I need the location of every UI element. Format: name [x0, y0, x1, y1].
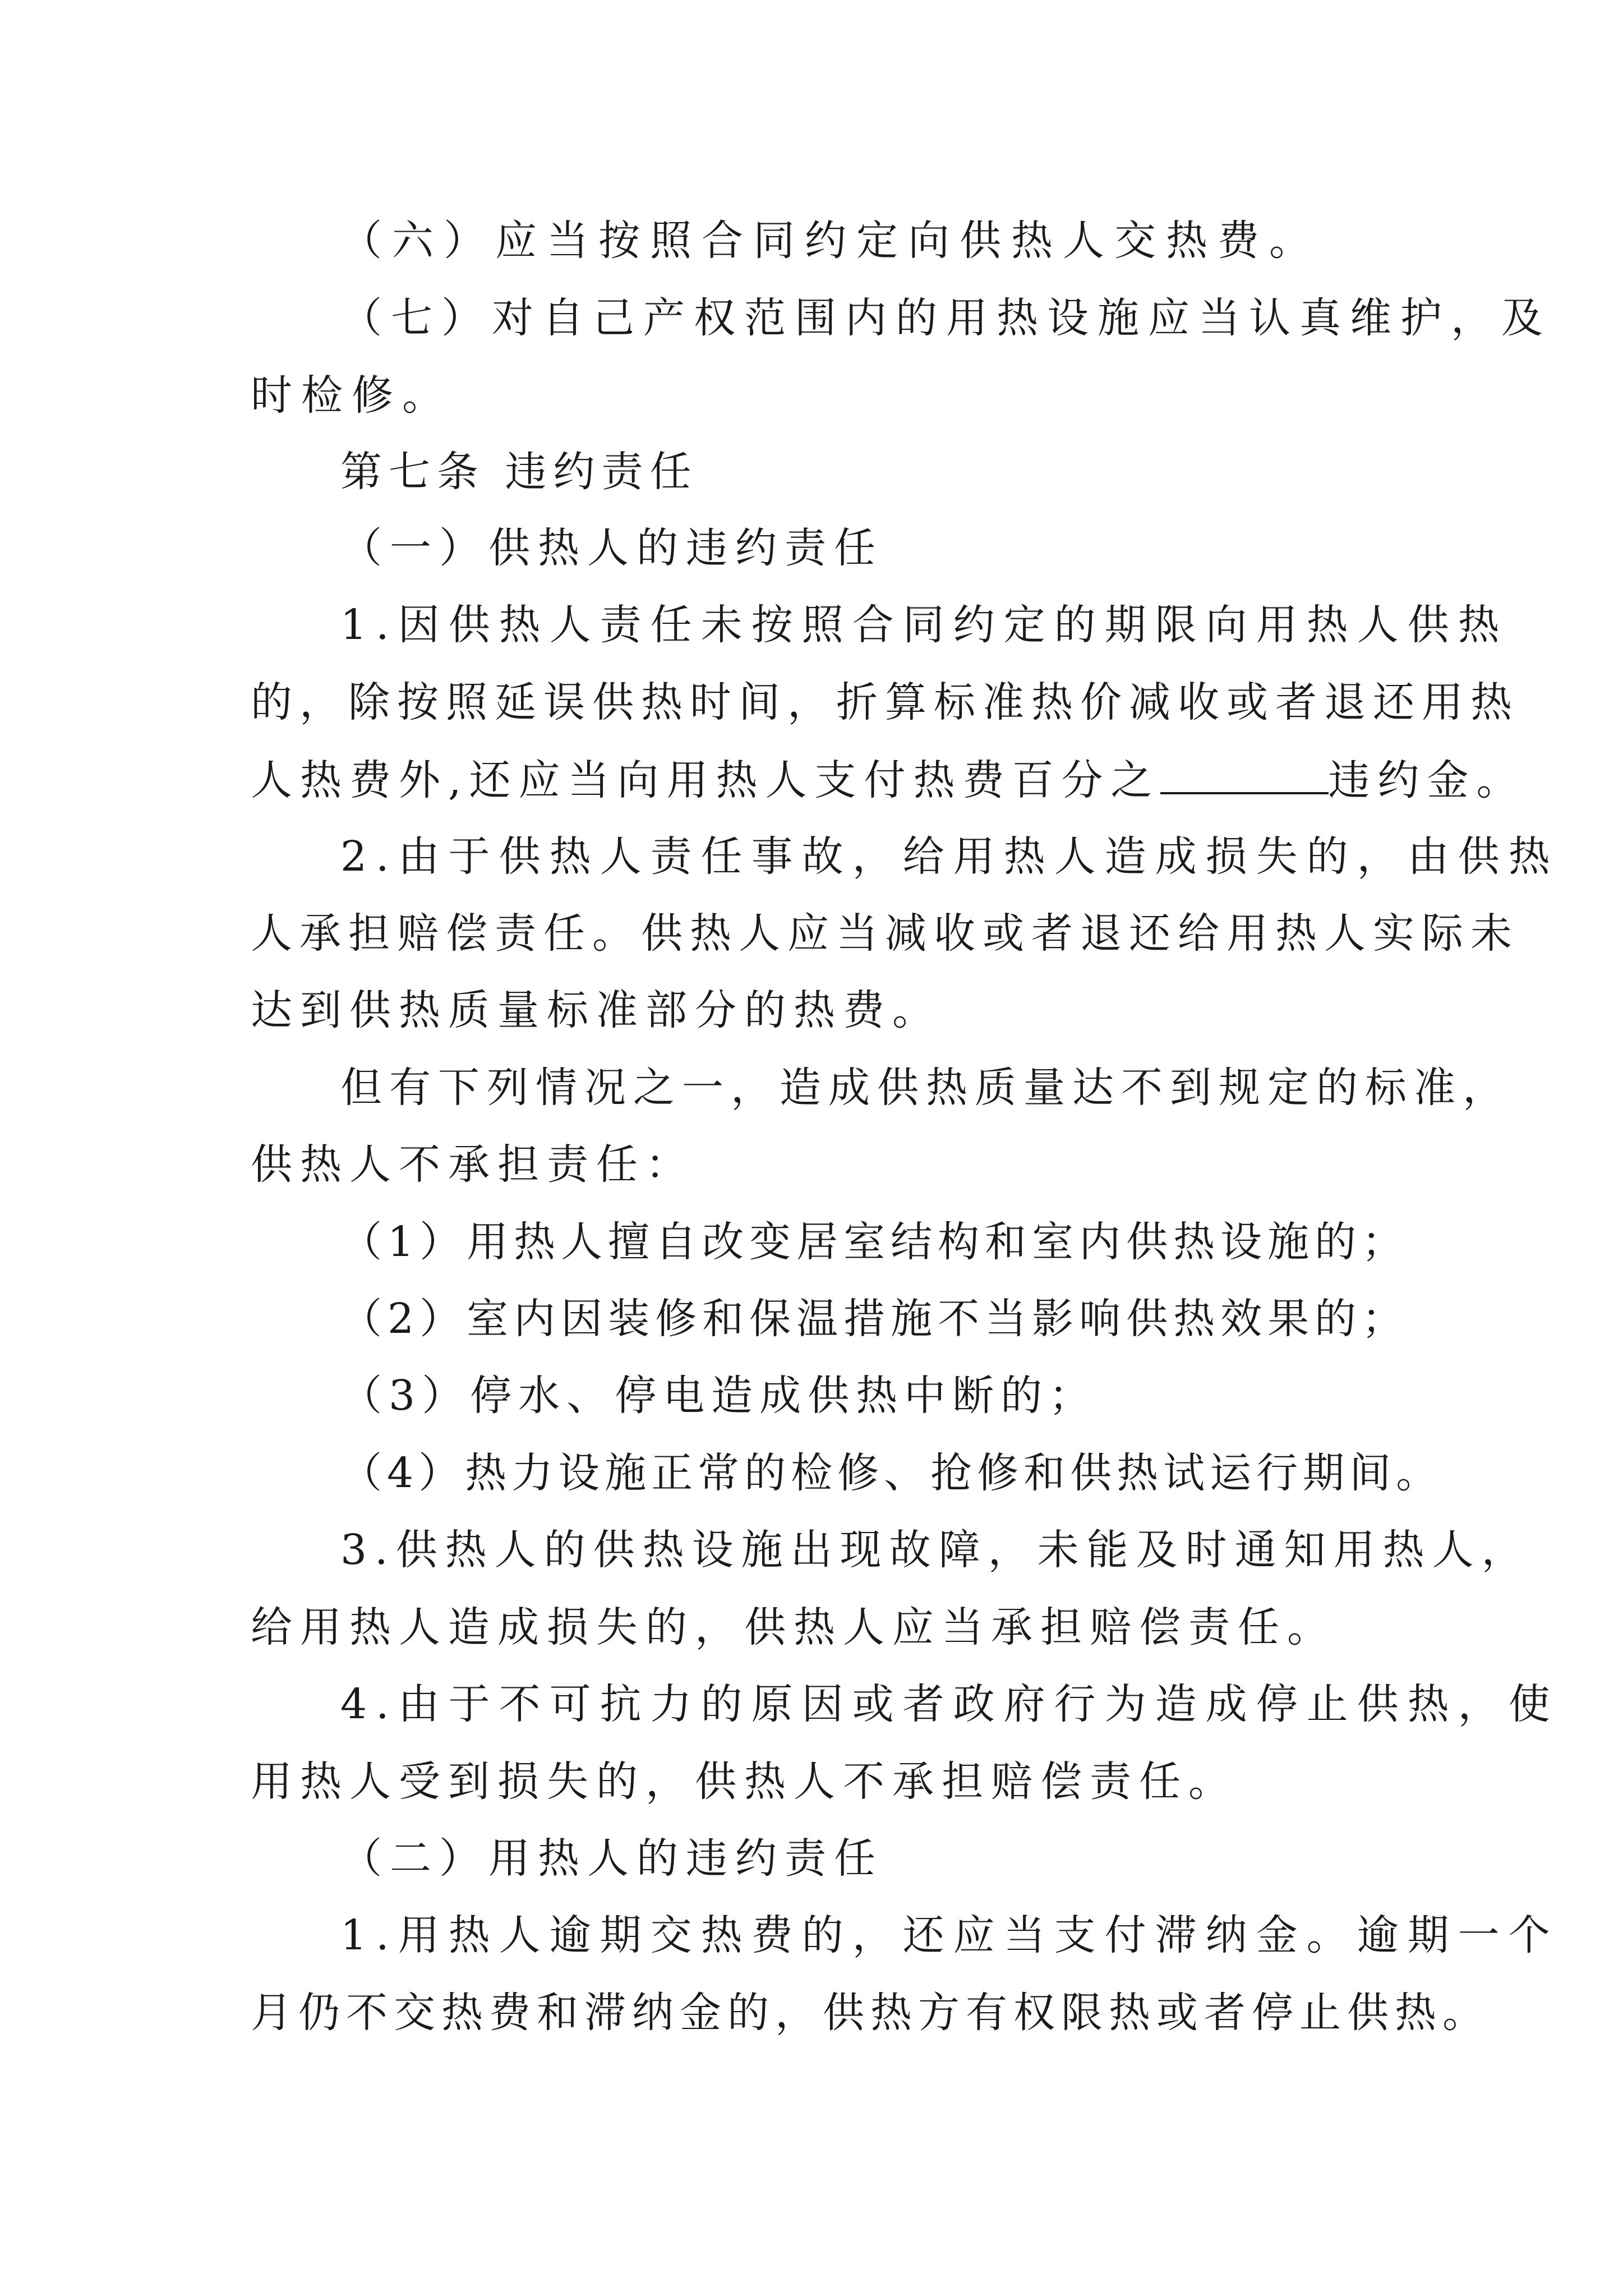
clause-4-line2: 用热人受到损失的，供热人不承担赔偿责任。 [251, 1757, 1238, 1806]
section-two-heading: （二）用热人的违约责任 [340, 1834, 883, 1883]
exceptions-line2: 供热人不承担责任： [251, 1140, 695, 1189]
section-one-heading: （一）供热人的违约责任 [340, 524, 883, 572]
item-six: （六）应当按照合同约定向供热人交热费。 [340, 217, 1321, 265]
clause-1-line3-tail: 违约金。 [1328, 756, 1526, 804]
exceptions-line1: 但有下列情况之一，造成供热质量达不到规定的标准， [340, 1064, 1511, 1112]
clause-1-line2: 的，除按照延误供热时间，折算标准热价减收或者退还用热 [251, 678, 1519, 726]
clause-1-line3-text: 人热费外,还应当向用热人支付热费百分之 [251, 756, 1160, 804]
clause-4-line1: 4.由于不可抗力的原因或者政府行为造成停止供热，使 [340, 1680, 1559, 1728]
exception-3: （3）停水、停电造成供热中断的； [340, 1372, 1098, 1420]
clause-1-line1: 1.因供热人责任未按照合同约定的期限向用热人供热 [340, 601, 1509, 649]
exception-2: （2）室内因装修和保温措施不当影响供热效果的； [340, 1295, 1409, 1343]
user-clause-1-line2: 月仍不交热费和滞纳金的，供热方有权限热或者停止供热。 [251, 1989, 1490, 2037]
clause-1-line3 [251, 756, 1526, 804]
clause-2-line2: 人承担赔偿责任。供热人应当减收或者退还给用热人实际未 [251, 909, 1519, 958]
exception-4: （4）热力设施正常的检修、抢修和供热试运行期间。 [340, 1449, 1443, 1497]
item-seven-line1: （七）对自己产权范围内的用热设施应当认真维护，及 [340, 294, 1552, 342]
clause-2-line3: 达到供热质量标准部分的热费。 [251, 986, 942, 1034]
item-seven-line2: 时检修。 [251, 371, 453, 420]
exception-1: （1）用热人擅自改变居室结构和室内供热设施的； [340, 1218, 1409, 1266]
user-clause-1-line1: 1.用热人逾期交热费的，还应当支付滞纳金。逾期一个 [340, 1911, 1559, 1959]
clause-2-line1: 2.由于供热人责任事故，给用热人造成损失的，由供热 [340, 832, 1559, 881]
penalty-percent-blank [1160, 758, 1329, 794]
article-seven-heading: 第七条 违约责任 [340, 448, 698, 496]
clause-3-line2: 给用热人造成损失的，供热人应当承担赔偿责任。 [251, 1603, 1336, 1651]
clause-3-line1: 3.供热人的供热设施出现故障，未能及时通知用热人， [340, 1526, 1531, 1574]
